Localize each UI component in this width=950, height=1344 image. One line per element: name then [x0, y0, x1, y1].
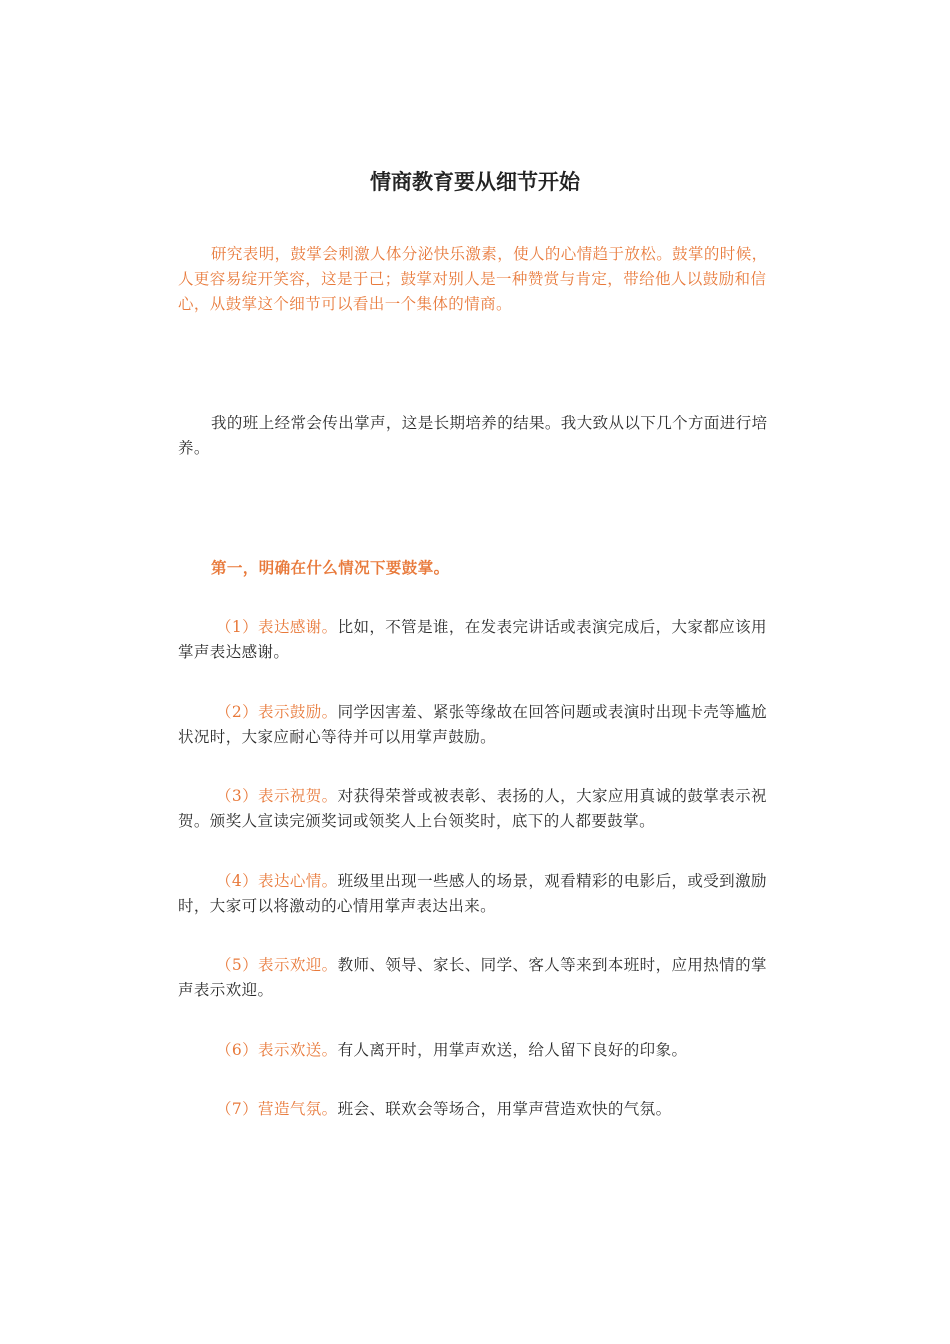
item-label: （1）表达感谢。: [216, 618, 338, 636]
item-text: 班会、联欢会等场合，用掌声营造欢快的气氛。: [337, 1100, 672, 1118]
list-item: [178, 1038, 768, 1063]
document-title: 情商教育要从细节开始: [370, 170, 580, 194]
item-text: 对获得荣誉或被表彰、表扬的人，大家应用真诚的鼓掌表示祝贺。颁奖人宣读完颁奖词或领奖人上台领奖时，底下的人都要鼓掌。: [178, 787, 767, 830]
item-label: （7）营造气氛。: [216, 1100, 338, 1118]
list-item: [178, 869, 768, 919]
item-text: 教师、领导、家长、同学、客人等来到本班时，应用热情的掌声表示欢迎。: [178, 956, 767, 999]
item-label: （4）表达心情。: [216, 872, 338, 890]
list-item: [178, 784, 768, 834]
item-label: （2）表示鼓励。: [216, 703, 338, 721]
list-item: [178, 615, 768, 665]
list-item: [178, 700, 768, 750]
item-text: 比如，不管是谁，在发表完讲话或表演完成后，大家都应该用掌声表达感谢。: [178, 618, 767, 661]
item-label: （3）表示祝贺。: [216, 787, 338, 805]
body-paragraph: 我的班上经常会传出掌声，这是长期培养的结果。我大致从以下几个方面进行培养。: [178, 414, 768, 457]
item-text: 有人离开时，用掌声欢送，给人留下良好的印象。: [337, 1041, 688, 1059]
list-item: [178, 953, 768, 1003]
intro-paragraph: 研究表明，鼓掌会刺激人体分泌快乐激素，使人的心情趋于放松。鼓掌的时候，人更容易绽开笑容，这是于己；鼓掌对别人是一种赞赏与肯定，带给他人以鼓励和信心，从鼓掌这个细节可以看出一个集体的情商。: [178, 245, 768, 313]
list-item: [178, 1097, 768, 1122]
item-label: （6）表示欢送。: [216, 1041, 338, 1059]
item-text: 班级里出现一些感人的场景，观看精彩的电影后，或受到激励时，大家可以将激动的心情用掌声表达出来。: [178, 872, 767, 915]
item-text: 同学因害羞、紧张等缘故在回答问题或表演时出现卡壳等尴尬状况时，大家应耐心等待并可以用掌声鼓励。: [178, 703, 767, 746]
section-heading: 第一，明确在什么情况下要鼓掌。: [211, 559, 450, 577]
item-label: （5）表示欢迎。: [216, 956, 338, 974]
